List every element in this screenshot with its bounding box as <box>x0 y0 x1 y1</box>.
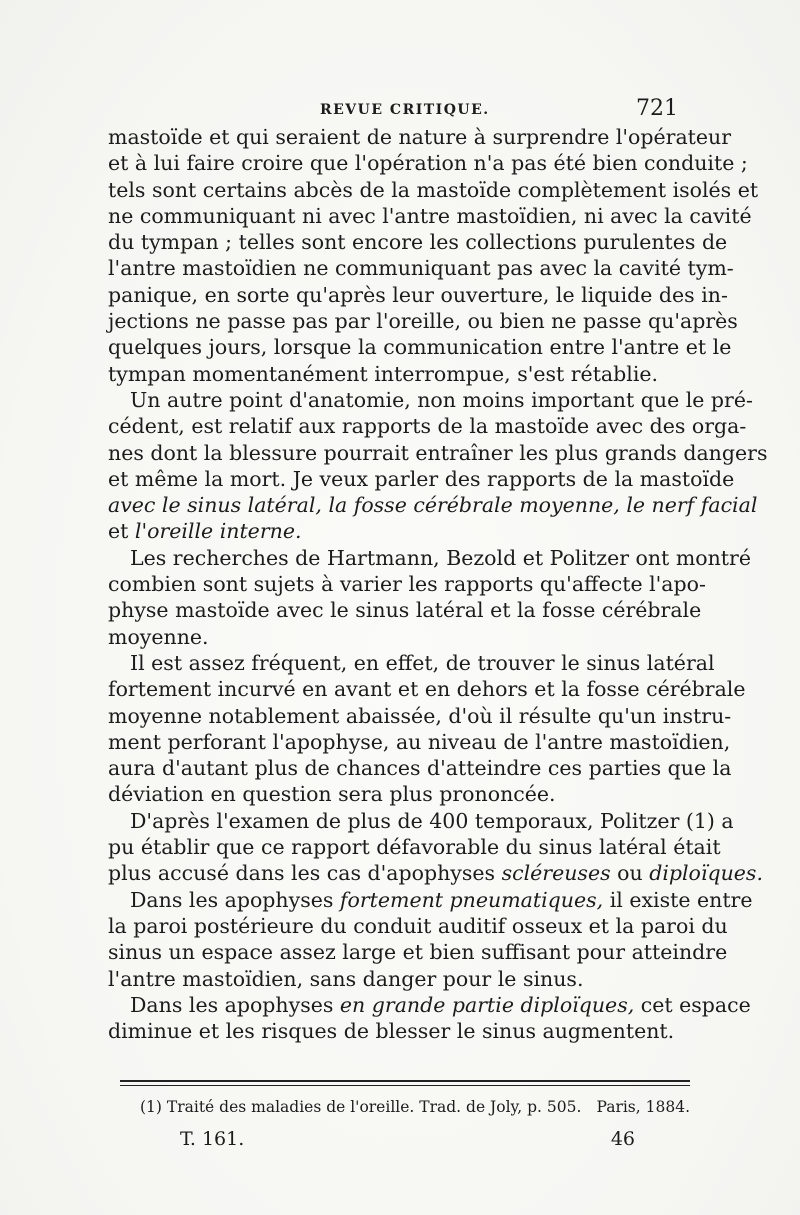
text-line: et à lui faire croire que l'opération n'a pas été bien conduite ; <box>108 151 748 176</box>
footnote <box>140 1098 690 1116</box>
running-head: REVUE CRITIQUE. <box>320 102 490 118</box>
italic-phrase: la fosse cérébrale moyenne, <box>328 493 620 518</box>
text-fragment: cet espace <box>640 992 751 1017</box>
text-line: quelques jours, lorsque la communication entre l'antre et le <box>108 335 732 360</box>
italic-phrase: le nerf facial <box>626 493 758 518</box>
text-line: D'après l'examen de plus de 400 temporaux, Politzer (1) a <box>130 808 734 833</box>
text-line: sinus un espace assez large et bien suffisant pour atteindre <box>108 940 728 965</box>
text-line: déviation en question sera plus prononcée. <box>108 782 556 807</box>
text-fragment: et <box>108 519 129 544</box>
page-number: 721 <box>636 96 678 121</box>
signature-mark: 46 <box>610 1128 635 1150</box>
text-line <box>108 860 763 886</box>
text-fragment: plus accusé dans les cas d'apophyses <box>108 861 496 886</box>
text-line: Les recherches de Hartmann, Bezold et Politzer ont montré <box>130 545 751 570</box>
text-line <box>108 518 683 544</box>
italic-phrase: fortement pneumatiques, <box>339 887 604 912</box>
text-line: Il est assez fréquent, en effet, de trouver le sinus latéral <box>130 650 715 675</box>
text-line: mastoïde et qui seraient de nature à surprendre l'opérateur <box>108 125 732 149</box>
footnote-place-date: Paris, 1884. <box>596 1098 690 1116</box>
text-line: l'antre mastoïdien, sans danger pour le sinus. <box>108 966 584 991</box>
body-text <box>108 124 768 1044</box>
text-line: tympan momentanément interrompue, s'est rétablie. <box>108 361 659 386</box>
page-footer <box>180 1128 635 1154</box>
italic-phrase: avec le sinus latéral, <box>108 493 322 518</box>
text-line: ne communiquant ni avec l'antre mastoïdien, ni avec la cavité <box>108 203 752 228</box>
page-header <box>108 96 678 126</box>
text-line: diminue et les risques de blesser le sinus augmentent. <box>108 1019 675 1044</box>
text-line-italic <box>108 492 758 518</box>
text-line: tels sont certains abcès de la mastoïde complètement isolés et <box>108 177 759 202</box>
text-line: panique, en sorte qu'après leur ouverture, le liquide des in- <box>108 282 728 307</box>
text-line: cédent, est relatif aux rapports de la mastoïde avec des orga- <box>108 414 747 439</box>
text-line: l'antre mastoïdien ne communiquant pas avec la cavité tym- <box>108 256 734 281</box>
text-line <box>108 887 753 913</box>
footnote-text: (1) Traité des maladies de l'oreille. Trad. de Joly, p. 505. <box>140 1098 582 1116</box>
text-line: Un autre point d'anatomie, non moins important que le pré- <box>130 387 753 412</box>
italic-phrase: scléreuses <box>501 861 611 886</box>
italic-phrase: diploïques. <box>649 861 763 886</box>
footnote-divider <box>120 1085 690 1086</box>
text-line <box>108 992 751 1018</box>
text-line: la paroi postérieure du conduit auditif osseux et la paroi du <box>108 913 728 938</box>
italic-phrase: en grande partie diploïques, <box>339 992 635 1017</box>
text-line: moyenne notablement abaissée, d'où il résulte qu'un instru- <box>108 703 732 728</box>
text-line: et même la mort. Je veux parler des rapports de la mastoïde <box>108 466 735 491</box>
text-line: physe mastoïde avec le sinus latéral et la fosse cérébrale <box>108 598 702 623</box>
footnote-divider <box>120 1080 690 1082</box>
text-line: aura d'autant plus de chances d'atteindre ces parties que la <box>108 756 732 781</box>
volume-number: T. 161. <box>180 1128 245 1150</box>
text-line: moyenne. <box>108 624 209 649</box>
text-line: jections ne passe pas par l'oreille, ou bien ne passe qu'après <box>108 309 738 334</box>
text-line: ment perforant l'apophyse, au niveau de l'antre mastoïdien, <box>108 729 731 754</box>
text-fragment: il existe entre <box>609 887 753 912</box>
text-fragment: ou <box>617 861 643 886</box>
text-line: combien sont sujets à varier les rapports qu'affecte l'apo- <box>108 572 706 597</box>
text-fragment: Dans les apophyses <box>130 887 334 912</box>
italic-phrase: l'oreille interne. <box>134 519 302 544</box>
text-fragment: Dans les apophyses <box>130 992 334 1017</box>
text-line: fortement incurvé en avant et en dehors et la fosse cérébrale <box>108 677 746 702</box>
text-line: du tympan ; telles sont encore les collections purulentes de <box>108 230 728 255</box>
text-line: pu établir que ce rapport défavorable du sinus latéral était <box>108 835 721 860</box>
text-line: nes dont la blessure pourrait entraîner les plus grands dangers <box>108 440 768 465</box>
